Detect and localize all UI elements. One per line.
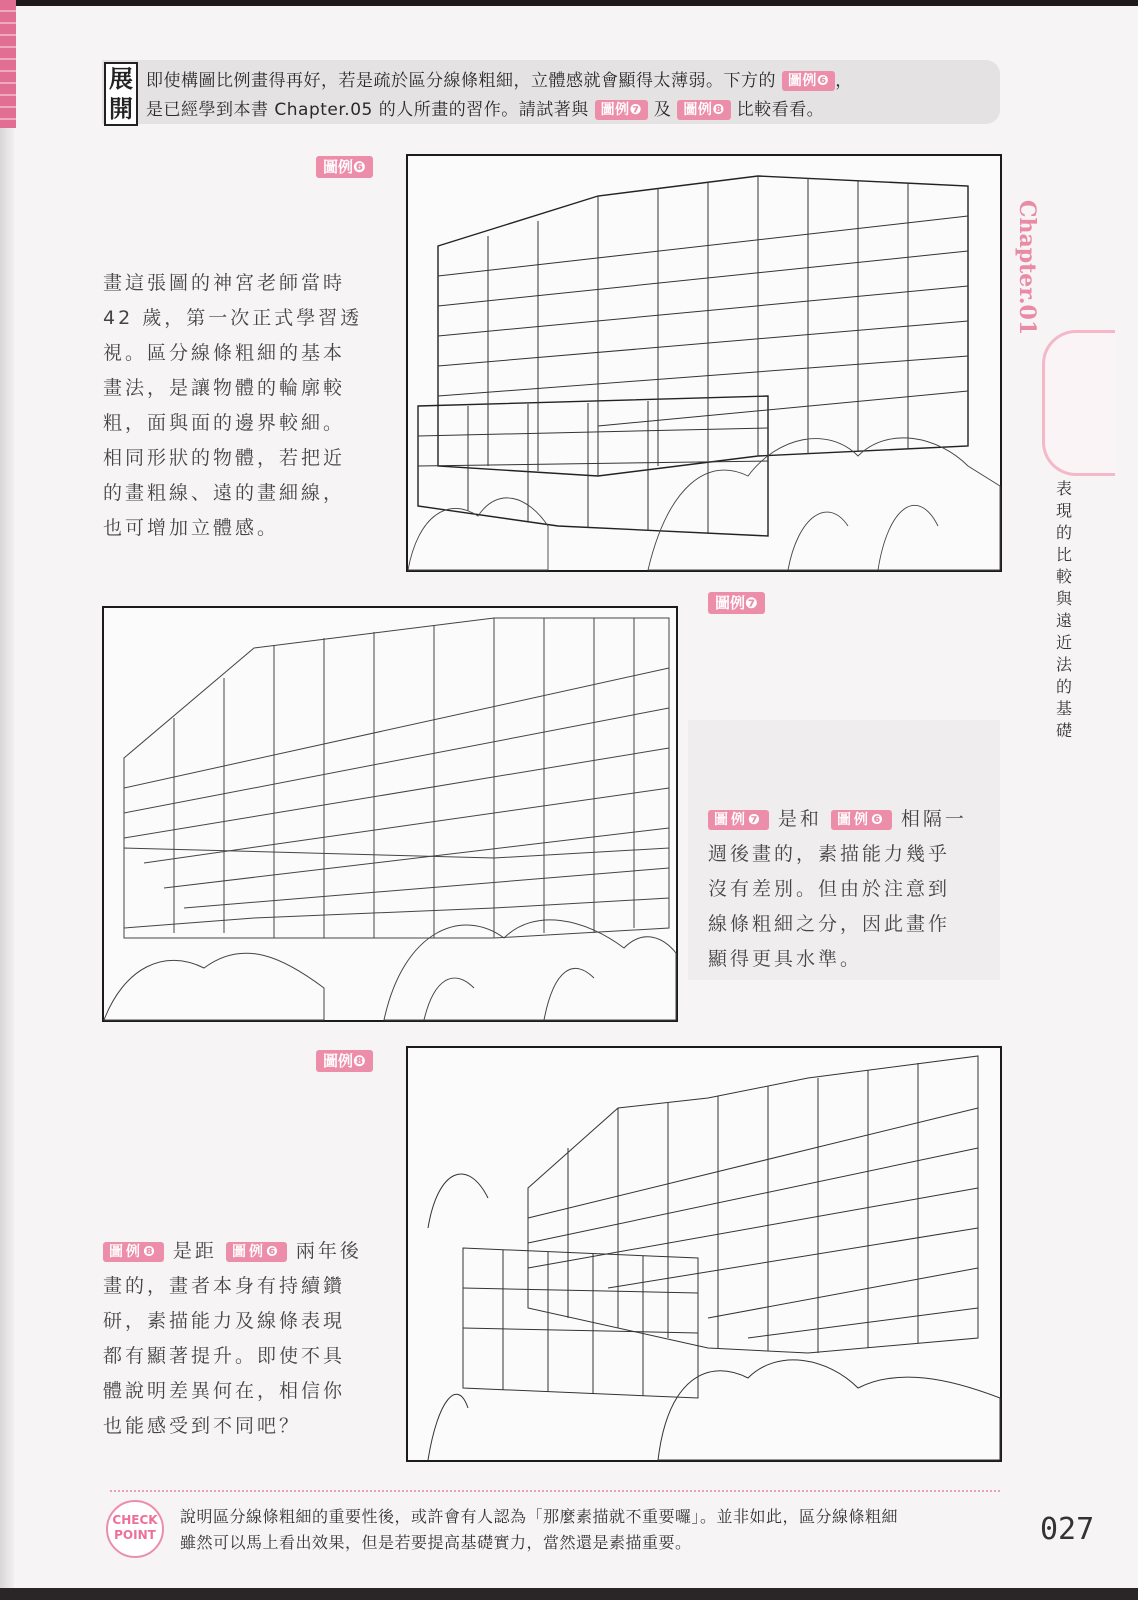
chapter-subtitle-char: 礎 bbox=[1055, 721, 1072, 740]
ref-tag-8: 圖例❽ bbox=[677, 100, 730, 120]
chapter-subtitle-char: 基 bbox=[1055, 699, 1072, 718]
checkpoint-line-1: 說明區分線條粗細的重要性後，或許會有人認為「那麼素描就不重要囉」。並非如此，區分線條粗細 bbox=[180, 1507, 899, 1526]
chapter-number bbox=[1014, 200, 1088, 472]
chapter-subtitle bbox=[1052, 478, 1076, 742]
ref-tag-6: 圖例❻ bbox=[831, 810, 892, 830]
intro-text: ， bbox=[835, 71, 853, 91]
paragraph-line: 也能感受到不同吧？ bbox=[103, 1415, 302, 1437]
paragraph-line: 的畫粗線、遠的畫細線， bbox=[103, 482, 346, 504]
paragraph-line: 畫這張圖的神宮老師當時 bbox=[103, 272, 346, 294]
checkpoint-badge bbox=[106, 1500, 164, 1558]
paragraph-line: 週後畫的，素描能力幾乎 bbox=[708, 843, 951, 865]
paragraph-line: 視。區分線條粗細的基本 bbox=[103, 342, 346, 364]
intro-line-1 bbox=[146, 66, 853, 91]
scan-bottom-edge bbox=[0, 1588, 1138, 1600]
figure-8-drawing bbox=[406, 1046, 1002, 1462]
paragraph-figure-6 bbox=[103, 266, 362, 546]
figure-label-8: 圖例❽ bbox=[316, 1050, 373, 1072]
paragraph-line: 研，素描能力及線條表現 bbox=[103, 1310, 346, 1332]
page-number: 027 bbox=[1040, 1512, 1095, 1547]
paragraph-line: 粗，面與面的邊界較細。 bbox=[103, 412, 346, 434]
figure-label-7: 圖例❼ bbox=[708, 592, 765, 614]
building-sketch-6 bbox=[408, 156, 1000, 570]
figure-label-6: 圖例❻ bbox=[316, 156, 373, 178]
chapter-subtitle-char: 較 bbox=[1055, 567, 1072, 586]
building-sketch-8 bbox=[408, 1048, 1000, 1460]
chapter-subtitle-char: 的 bbox=[1055, 523, 1072, 542]
figure-7-drawing bbox=[102, 606, 678, 1022]
chapter-subtitle-char: 法 bbox=[1055, 655, 1072, 674]
paragraph-text: 是和 bbox=[777, 808, 822, 830]
paragraph-line: 線條粗細之分，因此畫作 bbox=[708, 913, 951, 935]
chapter-subtitle-char: 遠 bbox=[1055, 611, 1072, 630]
ref-tag-7: 圖例❼ bbox=[708, 810, 769, 830]
paragraph-text: 是距 bbox=[172, 1240, 217, 1262]
paragraph-line: 體說明差異何在，相信你 bbox=[103, 1380, 346, 1402]
intro-tag-bottom: 開 bbox=[109, 95, 133, 123]
ref-tag-8: 圖例❽ bbox=[103, 1242, 164, 1262]
paragraph-figure-8 bbox=[103, 1234, 362, 1444]
paragraph-line: 沒有差別。但由於注意到 bbox=[708, 878, 951, 900]
paragraph-line-first bbox=[708, 802, 967, 837]
ref-tag-6: 圖例❻ bbox=[782, 71, 835, 91]
paragraph-line: 42 歲，第一次正式學習透 bbox=[103, 307, 363, 329]
chapter-subtitle-char: 與 bbox=[1055, 589, 1072, 608]
intro-tag bbox=[104, 62, 138, 126]
paragraph-figure-7 bbox=[708, 802, 967, 977]
chapter-subtitle-char: 表 bbox=[1055, 479, 1072, 498]
checkpoint-line-2: 雖然可以馬上看出效果，但是若要提高基礎實力，當然還是素描重要。 bbox=[180, 1533, 692, 1552]
intro-text: 即使構圖比例畫得再好，若是疏於區分線條粗細，立體感就會顯得太薄弱。下方的 bbox=[146, 71, 776, 91]
checkpoint-badge-top: CHECK bbox=[112, 1513, 158, 1527]
chapter-subtitle-char: 現 bbox=[1055, 501, 1072, 520]
scan-top-edge bbox=[0, 0, 1138, 6]
ref-tag-6: 圖例❻ bbox=[226, 1242, 287, 1262]
chapter-subtitle-char: 近 bbox=[1055, 633, 1072, 652]
page-edge-color-strip bbox=[0, 0, 16, 128]
chapter-number-text: Chapter.01 bbox=[1014, 200, 1040, 336]
paragraph-line: 畫的，畫者本身有持續鑽 bbox=[103, 1275, 346, 1297]
paragraph-line: 畫法，是讓物體的輪廓較 bbox=[103, 377, 346, 399]
paragraph-text: 相隔一 bbox=[900, 808, 967, 830]
ref-tag-7: 圖例❼ bbox=[595, 100, 648, 120]
paragraph-line: 都有顯著提升。即使不具 bbox=[103, 1345, 346, 1367]
page-gutter-shadow bbox=[0, 128, 14, 1588]
paragraph-line-first bbox=[103, 1234, 362, 1269]
intro-text: 是已經學到本書 Chapter.05 的人所畫的習作。請試著與 bbox=[146, 100, 589, 120]
chapter-subtitle-char: 比 bbox=[1055, 545, 1072, 564]
figure-6-drawing bbox=[406, 154, 1002, 572]
paragraph-line: 顯得更具水準。 bbox=[708, 948, 863, 970]
intro-line-2 bbox=[146, 95, 824, 120]
intro-text: 比較看看。 bbox=[736, 100, 825, 120]
chapter-subtitle-char: 的 bbox=[1055, 677, 1072, 696]
paragraph-line: 也可增加立體感。 bbox=[103, 517, 280, 539]
paragraph-line: 相同形狀的物體，若把近 bbox=[103, 447, 346, 469]
intro-tag-top: 展 bbox=[109, 65, 133, 93]
intro-text: 及 bbox=[653, 100, 672, 120]
checkpoint-badge-bottom: POINT bbox=[114, 1528, 156, 1542]
checkpoint-divider bbox=[110, 1490, 1000, 1492]
paragraph-text: 兩年後 bbox=[295, 1240, 362, 1262]
building-sketch-7 bbox=[104, 608, 676, 1020]
